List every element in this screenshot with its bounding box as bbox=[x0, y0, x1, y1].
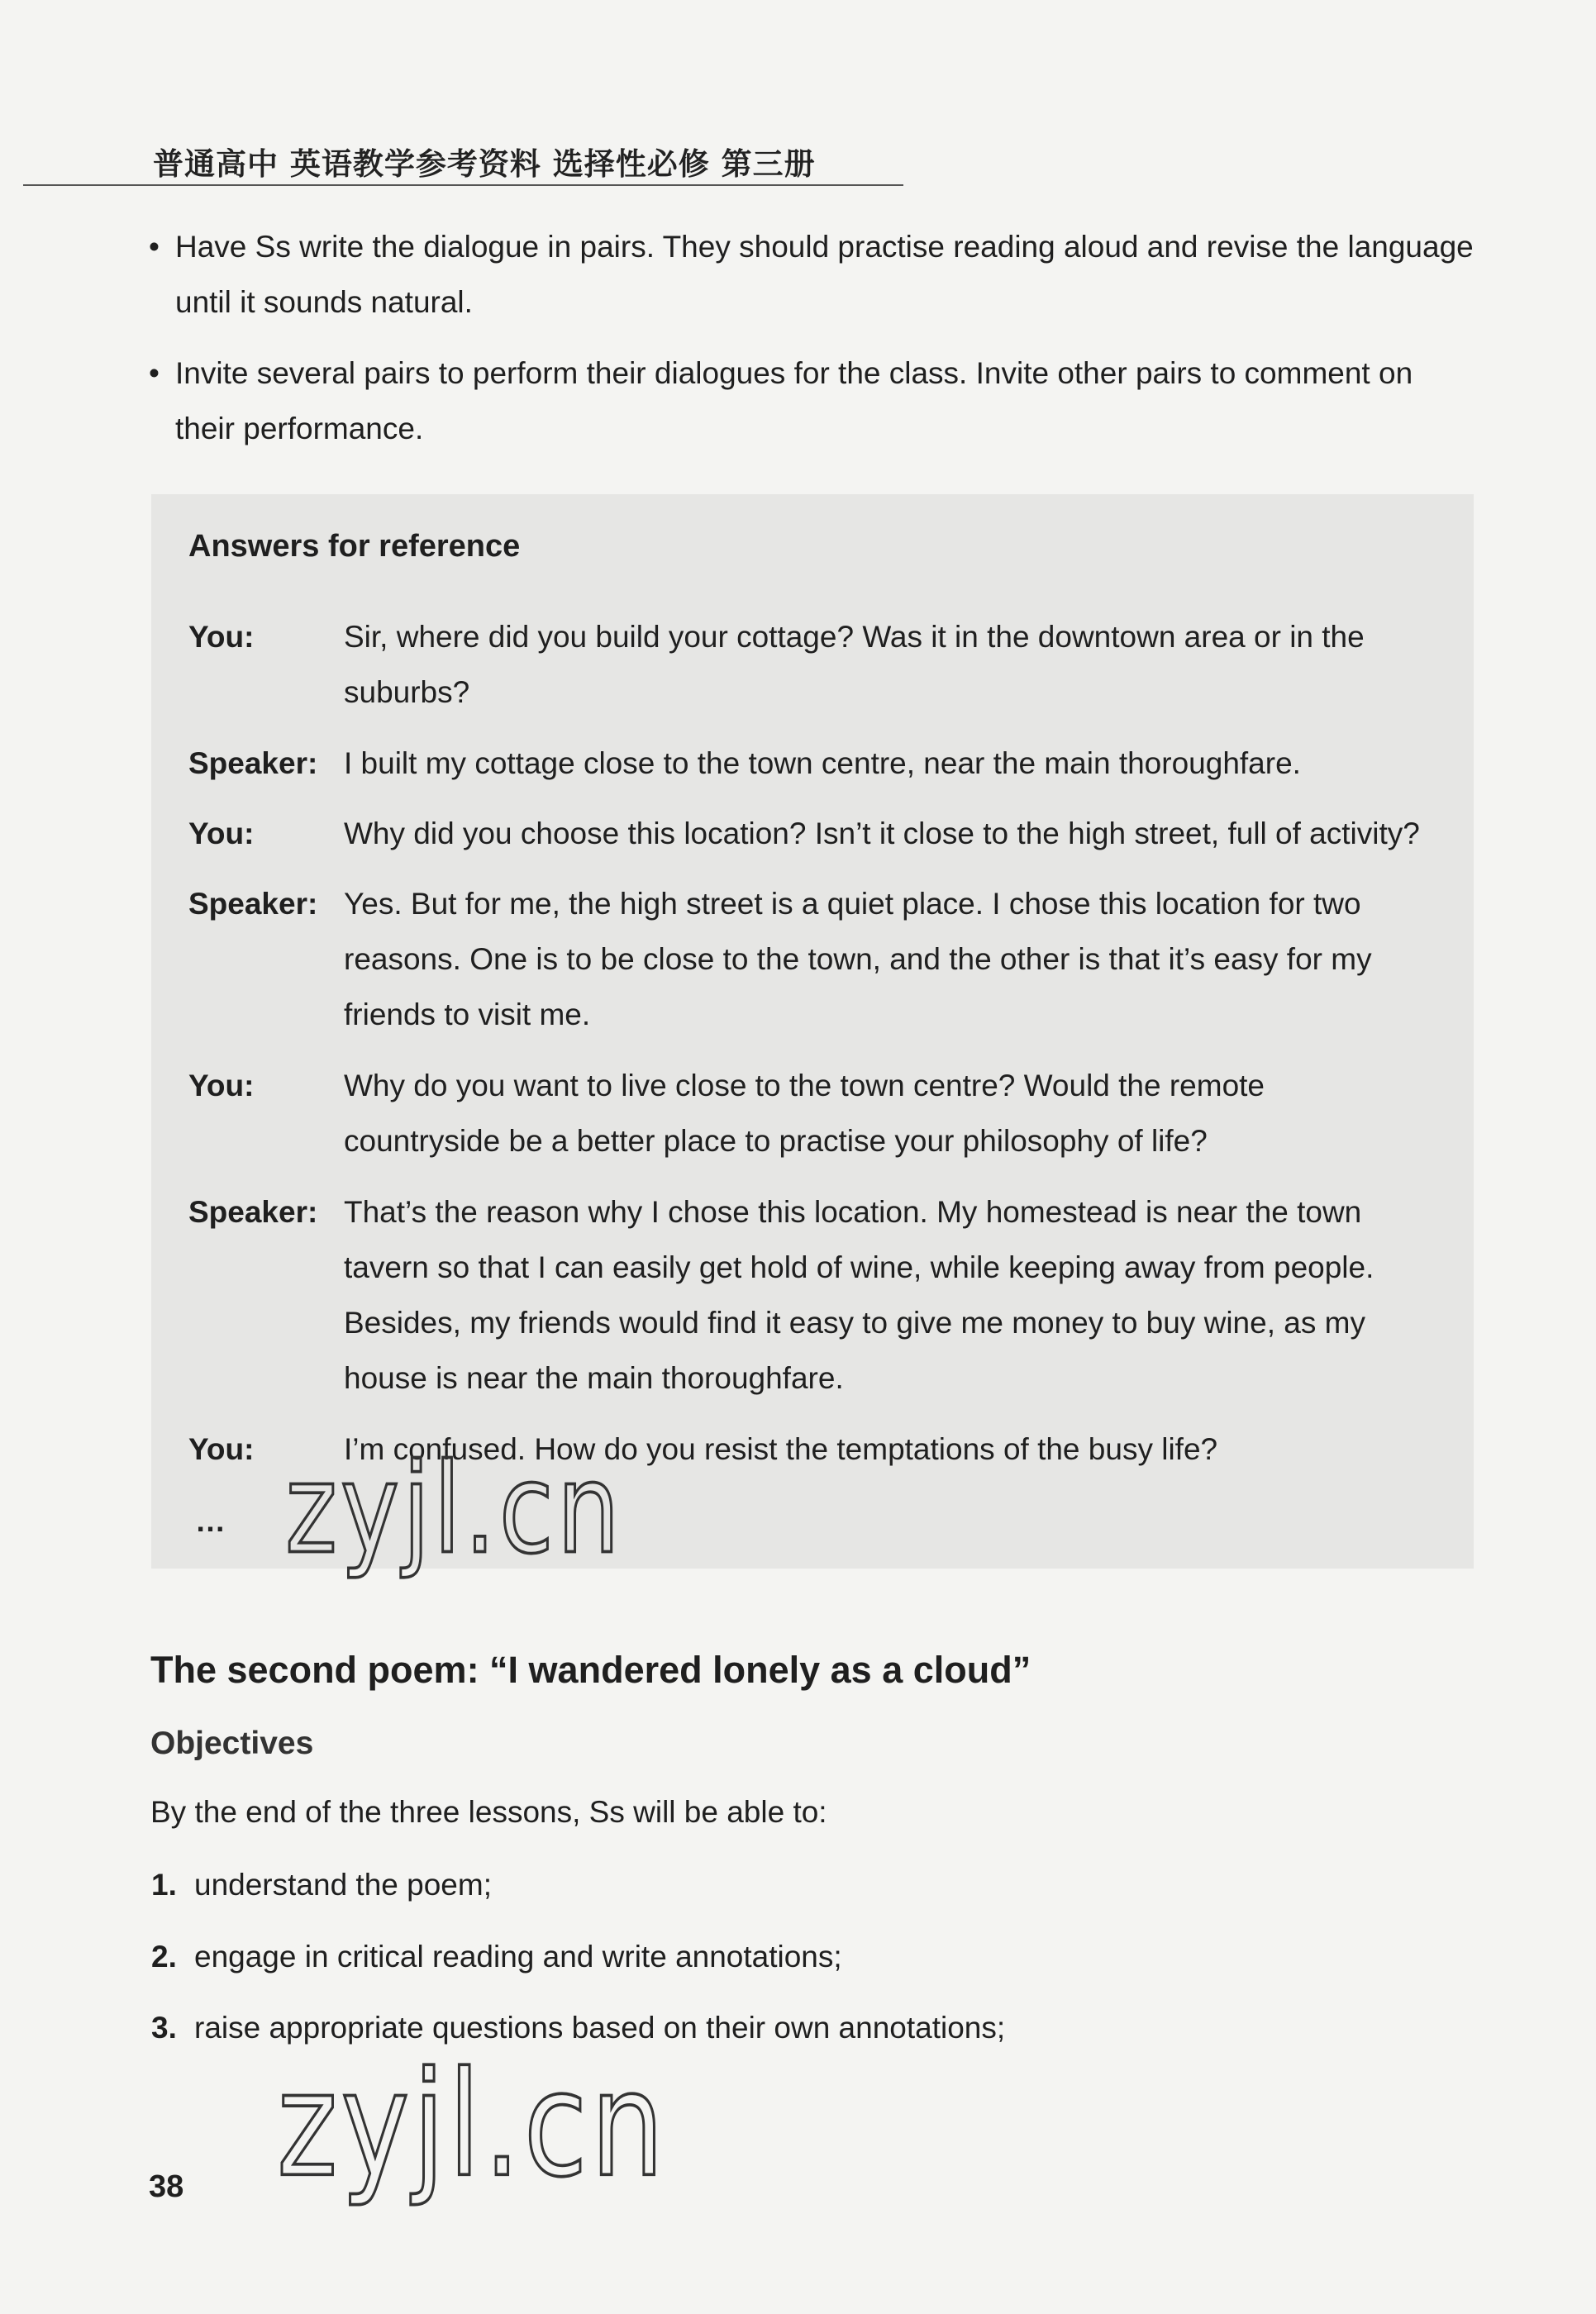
bullet-item bbox=[149, 345, 1488, 456]
bullet-dot: • bbox=[149, 356, 160, 390]
objective-text: raise appropriate questions based on their own annotations; bbox=[194, 2011, 1006, 2045]
dialogue-line: suburbs? bbox=[344, 675, 470, 709]
dialogue-turn bbox=[188, 609, 1453, 720]
dialogue-turn bbox=[188, 876, 1453, 1042]
dialogue-ellipsis: … bbox=[195, 1504, 226, 1538]
bullet-line: Invite several pairs to perform their dialogues for the class. Invite other pairs to comment on bbox=[175, 356, 1413, 390]
objective-item bbox=[151, 2011, 1005, 2045]
dialogue-turn bbox=[188, 1058, 1453, 1169]
dialogue-line: countryside be a better place to practise your philosophy of life? bbox=[344, 1124, 1208, 1158]
speaker-label: Speaker: bbox=[188, 746, 318, 780]
speaker-label: Speaker: bbox=[188, 1195, 318, 1229]
dialogue-line: Why did you choose this location? Isn’t it close to the high street, full of activity? bbox=[344, 817, 1420, 850]
dialogue-line: Yes. But for me, the high street is a quiet place. I chose this location for two bbox=[344, 887, 1361, 921]
speaker-label: You: bbox=[188, 620, 255, 654]
speaker-label: You: bbox=[188, 1432, 255, 1466]
dialogue-line: friends to visit me. bbox=[344, 997, 591, 1031]
speaker-label: You: bbox=[188, 1069, 255, 1102]
objectives-heading: Objectives bbox=[150, 1726, 314, 1761]
dialogue-line: reasons. One is to be close to the town, and the other is that it’s easy for my bbox=[344, 942, 1372, 976]
bullet-item bbox=[149, 219, 1488, 330]
speaker-label: Speaker: bbox=[188, 887, 318, 921]
dialogue-line: Besides, my friends would find it easy to give me money to buy wine, as my bbox=[344, 1306, 1365, 1340]
watermark: zyjl.cn bbox=[285, 1438, 623, 1582]
header-rule bbox=[23, 184, 903, 186]
dialogue-line: house is near the main thoroughfare. bbox=[344, 1361, 844, 1395]
dialogue-line: Why do you want to live close to the town centre? Would the remote bbox=[344, 1069, 1265, 1102]
objective-number: 2. bbox=[151, 1940, 177, 1974]
objective-number: 3. bbox=[151, 2011, 177, 2045]
page-number: 38 bbox=[149, 2169, 184, 2204]
section-title: The second poem: “I wandered lonely as a cloud” bbox=[150, 1649, 1031, 1691]
bullet-line: Have Ss write the dialogue in pairs. They should practise reading aloud and revise the language bbox=[175, 230, 1474, 264]
objective-item bbox=[151, 1868, 492, 1902]
running-header: 普通高中 英语教学参考资料 选择性必修 第三册 bbox=[153, 145, 816, 182]
objective-text: understand the poem; bbox=[194, 1868, 492, 1902]
bullet-line: until it sounds natural. bbox=[175, 285, 473, 319]
objective-number: 1. bbox=[151, 1868, 177, 1902]
dialogue-line: tavern so that I can easily get hold of wine, while keeping away from people. bbox=[344, 1250, 1374, 1284]
answers-title: Answers for reference bbox=[188, 529, 521, 564]
dialogue-turn bbox=[188, 806, 1453, 861]
dialogue-line: I’m confused. How do you resist the temptations of the busy life? bbox=[344, 1432, 1218, 1466]
speaker-label: You: bbox=[188, 817, 255, 850]
dialogue-line: Sir, where did you build your cottage? Was it in the downtown area or in the bbox=[344, 620, 1365, 654]
dialogue-line: That’s the reason why I chose this location. My homestead is near the town bbox=[344, 1195, 1362, 1229]
watermark: zyjl.cn bbox=[277, 2041, 668, 2210]
dialogue-turn bbox=[188, 736, 1453, 791]
bullet-dot: • bbox=[149, 230, 160, 264]
objective-text: engage in critical reading and write annotations; bbox=[194, 1940, 842, 1974]
bullet-line: their performance. bbox=[175, 412, 424, 445]
dialogue-turn bbox=[188, 1184, 1453, 1406]
objectives-intro: By the end of the three lessons, Ss will be able to: bbox=[150, 1795, 827, 1829]
dialogue-line: I built my cottage close to the town centre, near the main thoroughfare. bbox=[344, 746, 1301, 780]
objective-item bbox=[151, 1940, 842, 1974]
